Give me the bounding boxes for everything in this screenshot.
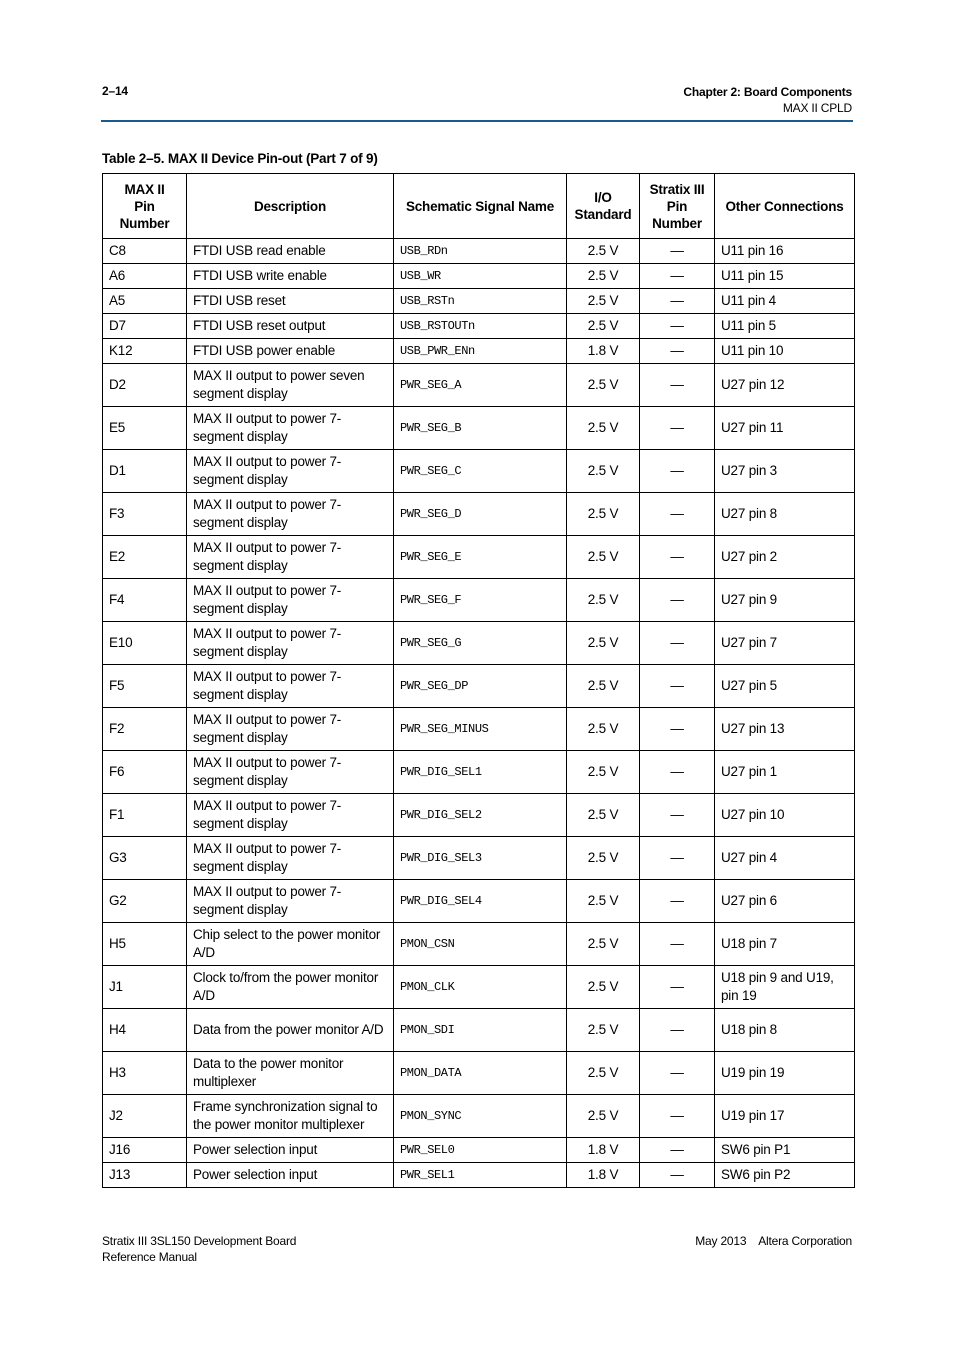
cell-pin: J2 (103, 1095, 187, 1138)
cell-signal: PMON_CSN (394, 923, 567, 966)
cell-stratix-pin: — (640, 1138, 715, 1163)
cell-io-standard: 2.5 V (567, 1052, 640, 1095)
table-row (103, 579, 855, 622)
cell-pin: E2 (103, 536, 187, 579)
footer-left (102, 1233, 296, 1265)
table-row (103, 966, 855, 1009)
cell-description: FTDI USB power enable (187, 339, 394, 364)
cell-description: MAX II output to power 7-segment display (187, 622, 394, 665)
col-header-io: I/O Standard (567, 174, 640, 239)
cell-other-connections: U18 pin 8 (715, 1009, 855, 1052)
cell-pin: F2 (103, 708, 187, 751)
cell-pin: D1 (103, 450, 187, 493)
cell-other-connections: U27 pin 5 (715, 665, 855, 708)
cell-pin: D2 (103, 364, 187, 407)
page-number: 2–14 (102, 84, 128, 98)
cell-stratix-pin: — (640, 314, 715, 339)
cell-other-connections: U27 pin 11 (715, 407, 855, 450)
cell-io-standard: 2.5 V (567, 450, 640, 493)
cell-io-standard: 2.5 V (567, 264, 640, 289)
cell-pin: A6 (103, 264, 187, 289)
cell-other-connections: U11 pin 16 (715, 239, 855, 264)
cell-stratix-pin: — (640, 880, 715, 923)
cell-other-connections: U27 pin 12 (715, 364, 855, 407)
cell-pin: H4 (103, 1009, 187, 1052)
table-row (103, 314, 855, 339)
cell-pin: E10 (103, 622, 187, 665)
cell-io-standard: 2.5 V (567, 837, 640, 880)
cell-stratix-pin: — (640, 264, 715, 289)
cell-pin: K12 (103, 339, 187, 364)
cell-description: Power selection input (187, 1138, 394, 1163)
cell-io-standard: 2.5 V (567, 880, 640, 923)
cell-signal: PWR_SEG_A (394, 364, 567, 407)
cell-description: Clock to/from the power monitor A/D (187, 966, 394, 1009)
cell-io-standard: 2.5 V (567, 708, 640, 751)
table-row (103, 1009, 855, 1052)
cell-signal: PWR_SEG_G (394, 622, 567, 665)
cell-description: Frame synchronization signal to the power monitor multiplexer (187, 1095, 394, 1138)
cell-other-connections: SW6 pin P1 (715, 1138, 855, 1163)
cell-description: FTDI USB reset output (187, 314, 394, 339)
cell-signal: USB_PWR_ENn (394, 339, 567, 364)
cell-pin: J16 (103, 1138, 187, 1163)
cell-pin: J13 (103, 1163, 187, 1188)
cell-description: MAX II output to power seven segment display (187, 364, 394, 407)
cell-stratix-pin: — (640, 239, 715, 264)
cell-stratix-pin: — (640, 622, 715, 665)
table-row (103, 264, 855, 289)
cell-description: Power selection input (187, 1163, 394, 1188)
cell-other-connections: U27 pin 13 (715, 708, 855, 751)
cell-pin: F4 (103, 579, 187, 622)
cell-description: MAX II output to power 7-segment display (187, 708, 394, 751)
col-header-stratix: Stratix III Pin Number (640, 174, 715, 239)
cell-description: MAX II output to power 7-segment display (187, 880, 394, 923)
chapter-title: Chapter 2: Board Components (683, 85, 852, 99)
cell-io-standard: 1.8 V (567, 1163, 640, 1188)
cell-description: MAX II output to power 7-segment display (187, 665, 394, 708)
section-title: MAX II CPLD (782, 101, 852, 115)
cell-other-connections: U27 pin 9 (715, 579, 855, 622)
table-row (103, 364, 855, 407)
cell-io-standard: 2.5 V (567, 1009, 640, 1052)
cell-signal: PWR_DIG_SEL3 (394, 837, 567, 880)
table-row (103, 239, 855, 264)
cell-stratix-pin: — (640, 407, 715, 450)
cell-stratix-pin: — (640, 450, 715, 493)
cell-stratix-pin: — (640, 794, 715, 837)
table-row (103, 1163, 855, 1188)
cell-other-connections: U11 pin 10 (715, 339, 855, 364)
cell-pin: F1 (103, 794, 187, 837)
table-row (103, 665, 855, 708)
cell-signal: USB_RDn (394, 239, 567, 264)
cell-signal: PWR_SEG_D (394, 493, 567, 536)
cell-description: MAX II output to power 7-segment display (187, 751, 394, 794)
table-row (103, 1052, 855, 1095)
cell-other-connections: U27 pin 2 (715, 536, 855, 579)
table-row (103, 794, 855, 837)
pinout-table (102, 173, 855, 1188)
table-row (103, 751, 855, 794)
cell-description: Data to the power monitor multiplexer (187, 1052, 394, 1095)
cell-stratix-pin: — (640, 1095, 715, 1138)
header-rule (101, 120, 853, 122)
table-row (103, 407, 855, 450)
cell-io-standard: 2.5 V (567, 923, 640, 966)
cell-io-standard: 2.5 V (567, 493, 640, 536)
cell-pin: G3 (103, 837, 187, 880)
cell-signal: PWR_DIG_SEL4 (394, 880, 567, 923)
cell-stratix-pin: — (640, 837, 715, 880)
cell-pin: F5 (103, 665, 187, 708)
running-header (683, 84, 852, 116)
table-row (103, 837, 855, 880)
cell-stratix-pin: — (640, 966, 715, 1009)
cell-io-standard: 2.5 V (567, 665, 640, 708)
cell-stratix-pin: — (640, 751, 715, 794)
cell-stratix-pin: — (640, 493, 715, 536)
cell-other-connections: U27 pin 10 (715, 794, 855, 837)
cell-signal: PWR_SEL1 (394, 1163, 567, 1188)
cell-signal: PWR_SEG_E (394, 536, 567, 579)
cell-io-standard: 2.5 V (567, 579, 640, 622)
cell-other-connections: U19 pin 19 (715, 1052, 855, 1095)
table-row (103, 339, 855, 364)
cell-other-connections: U11 pin 15 (715, 264, 855, 289)
cell-signal: PWR_SEG_C (394, 450, 567, 493)
cell-io-standard: 2.5 V (567, 622, 640, 665)
cell-io-standard: 2.5 V (567, 239, 640, 264)
table-row (103, 708, 855, 751)
cell-description: MAX II output to power 7-segment display (187, 407, 394, 450)
cell-description: MAX II output to power 7-segment display (187, 579, 394, 622)
table-row (103, 622, 855, 665)
cell-io-standard: 2.5 V (567, 794, 640, 837)
cell-io-standard: 2.5 V (567, 289, 640, 314)
cell-stratix-pin: — (640, 708, 715, 751)
cell-other-connections: U27 pin 8 (715, 493, 855, 536)
col-header-pin: MAX II Pin Number (103, 174, 187, 239)
cell-stratix-pin: — (640, 1052, 715, 1095)
cell-io-standard: 2.5 V (567, 536, 640, 579)
table-row (103, 289, 855, 314)
cell-pin: E5 (103, 407, 187, 450)
table-row (103, 536, 855, 579)
col-header-description: Description (187, 174, 394, 239)
cell-other-connections: U27 pin 7 (715, 622, 855, 665)
cell-other-connections: U11 pin 4 (715, 289, 855, 314)
cell-signal: PWR_SEG_B (394, 407, 567, 450)
cell-description: MAX II output to power 7-segment display (187, 536, 394, 579)
cell-other-connections: U27 pin 1 (715, 751, 855, 794)
table-row (103, 450, 855, 493)
cell-pin: F3 (103, 493, 187, 536)
footer-right: May 2013 Altera Corporation (695, 1234, 852, 1248)
table-row (103, 1095, 855, 1138)
cell-pin: A5 (103, 289, 187, 314)
table-body (103, 239, 855, 1188)
table-row (103, 880, 855, 923)
cell-stratix-pin: — (640, 1009, 715, 1052)
cell-stratix-pin: — (640, 1163, 715, 1188)
cell-stratix-pin: — (640, 665, 715, 708)
cell-description: Chip select to the power monitor A/D (187, 923, 394, 966)
cell-stratix-pin: — (640, 536, 715, 579)
cell-other-connections: U18 pin 7 (715, 923, 855, 966)
cell-pin: H3 (103, 1052, 187, 1095)
table-row (103, 493, 855, 536)
cell-signal: USB_RSTn (394, 289, 567, 314)
cell-description: Data from the power monitor A/D (187, 1009, 394, 1052)
col-header-signal: Schematic Signal Name (394, 174, 567, 239)
cell-pin: D7 (103, 314, 187, 339)
cell-io-standard: 2.5 V (567, 751, 640, 794)
cell-stratix-pin: — (640, 923, 715, 966)
cell-pin: F6 (103, 751, 187, 794)
cell-description: MAX II output to power 7-segment display (187, 450, 394, 493)
cell-signal: PMON_CLK (394, 966, 567, 1009)
cell-signal: PWR_SEG_MINUS (394, 708, 567, 751)
cell-io-standard: 2.5 V (567, 364, 640, 407)
cell-other-connections: U11 pin 5 (715, 314, 855, 339)
cell-io-standard: 2.5 V (567, 314, 640, 339)
cell-description: MAX II output to power 7-segment display (187, 837, 394, 880)
cell-io-standard: 1.8 V (567, 1138, 640, 1163)
footer-doc-title: Stratix III 3SL150 Development Board (102, 1234, 297, 1248)
cell-signal: PWR_DIG_SEL1 (394, 751, 567, 794)
cell-pin: G2 (103, 880, 187, 923)
cell-description: FTDI USB write enable (187, 264, 394, 289)
cell-other-connections: SW6 pin P2 (715, 1163, 855, 1188)
cell-stratix-pin: — (640, 339, 715, 364)
cell-signal: PWR_SEG_DP (394, 665, 567, 708)
cell-pin: J1 (103, 966, 187, 1009)
table-row (103, 923, 855, 966)
cell-signal: PMON_SDI (394, 1009, 567, 1052)
cell-signal: USB_WR (394, 264, 567, 289)
cell-pin: C8 (103, 239, 187, 264)
cell-description: MAX II output to power 7-segment display (187, 794, 394, 837)
cell-io-standard: 2.5 V (567, 966, 640, 1009)
col-header-other: Other Connections (715, 174, 855, 239)
cell-description: MAX II output to power 7-segment display (187, 493, 394, 536)
cell-description: FTDI USB reset (187, 289, 394, 314)
cell-other-connections: U27 pin 3 (715, 450, 855, 493)
cell-io-standard: 2.5 V (567, 1095, 640, 1138)
cell-other-connections: U19 pin 17 (715, 1095, 855, 1138)
cell-io-standard: 2.5 V (567, 407, 640, 450)
table-title: Table 2–5. MAX II Device Pin-out (Part 7 of 9) (102, 151, 378, 166)
table-row (103, 1138, 855, 1163)
cell-other-connections: U27 pin 4 (715, 837, 855, 880)
cell-other-connections: U18 pin 9 and U19, pin 19 (715, 966, 855, 1009)
cell-stratix-pin: — (640, 364, 715, 407)
cell-signal: PMON_DATA (394, 1052, 567, 1095)
cell-signal: PWR_DIG_SEL2 (394, 794, 567, 837)
cell-description: FTDI USB read enable (187, 239, 394, 264)
table-header-row (103, 174, 855, 239)
cell-signal: PWR_SEL0 (394, 1138, 567, 1163)
cell-signal: USB_RSTOUTn (394, 314, 567, 339)
footer-doc-type: Reference Manual (102, 1250, 197, 1264)
cell-other-connections: U27 pin 6 (715, 880, 855, 923)
cell-io-standard: 1.8 V (567, 339, 640, 364)
cell-pin: H5 (103, 923, 187, 966)
cell-stratix-pin: — (640, 579, 715, 622)
cell-signal: PMON_SYNC (394, 1095, 567, 1138)
cell-signal: PWR_SEG_F (394, 579, 567, 622)
cell-stratix-pin: — (640, 289, 715, 314)
